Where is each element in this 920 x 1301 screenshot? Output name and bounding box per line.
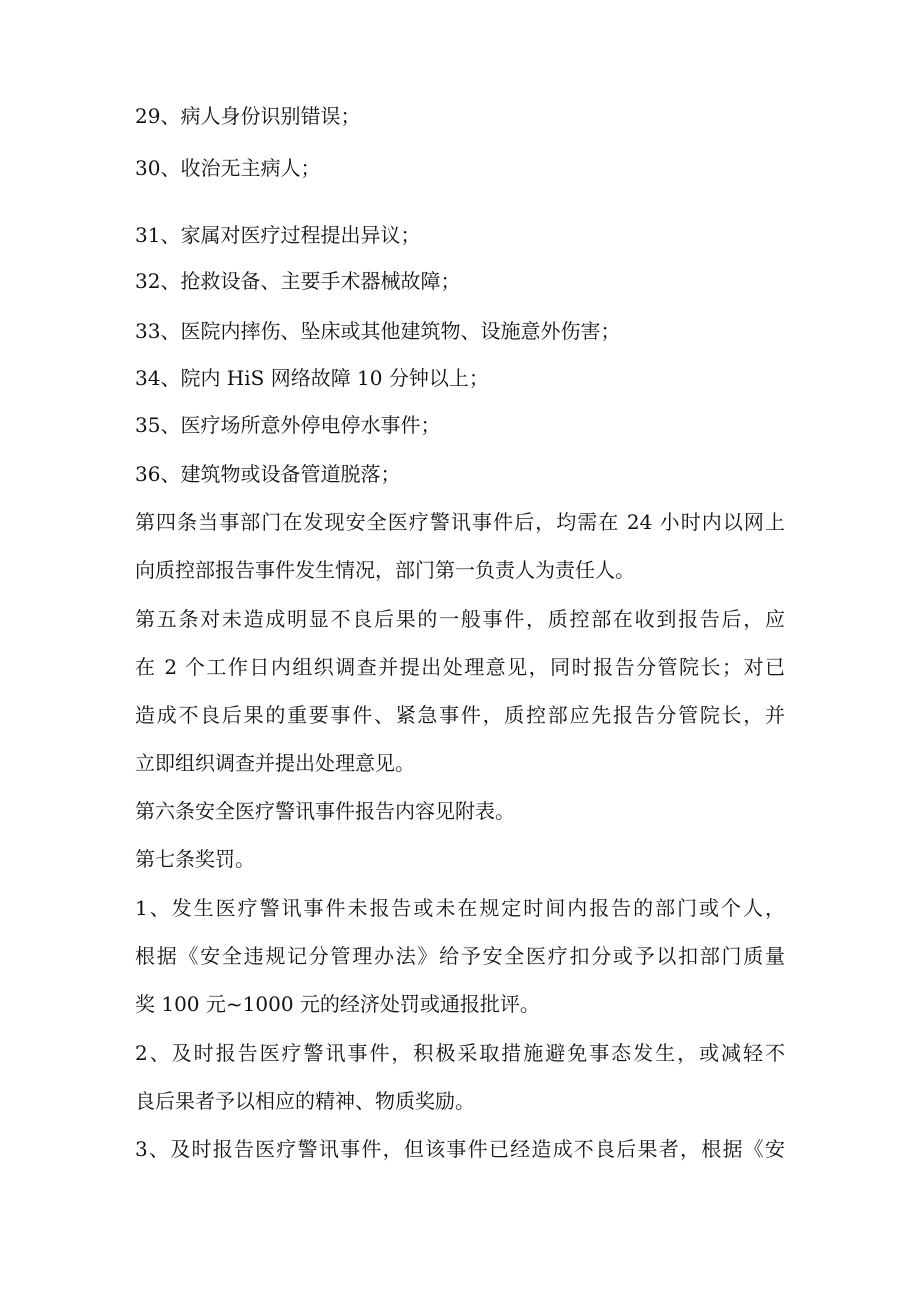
article-7-heading: 第七条奖罚。 (135, 847, 255, 871)
text-line-31: 31、家属对医疗过程提出异议； (135, 223, 421, 247)
text-line-36: 36、建筑物或设备管道脱落； (135, 462, 401, 486)
penalty-1-line-1: 1、发生医疗警讯事件未报告或未在规定时间内报告的部门或个人， (135, 896, 785, 920)
article-5-line-2: 在 2 个工作日内组织调查并提出处理意见，同时报告分管院长；对已 (135, 655, 785, 679)
article-4-line-2: 向质控部报告事件发生情况，部门第一负责人为责任人。 (135, 558, 635, 582)
text-line-35: 35、医疗场所意外停电停水事件； (135, 413, 441, 437)
reward-2-line-2: 良后果者予以相应的精神、物质奖励。 (135, 1089, 475, 1113)
text-line-34: 34、院内 HiS 网络故障 10 分钟以上； (135, 366, 489, 390)
article-5-line-1: 第五条对未造成明显不良后果的一般事件，质控部在收到报告后，应 (135, 607, 785, 631)
penalty-1-line-3: 奖 100 元~1000 元的经济处罚或通报批评。 (135, 992, 540, 1016)
text-line-33: 33、医院内摔伤、坠床或其他建筑物、设施意外伤害； (135, 319, 621, 343)
reward-3-line-1: 3、及时报告医疗警讯事件，但该事件已经造成不良后果者，根据《安 (135, 1137, 785, 1161)
text-line-32: 32、抢救设备、主要手术器械故障； (135, 269, 461, 293)
article-6-line: 第六条安全医疗警讯事件报告内容见附表。 (135, 799, 515, 823)
article-5-line-3: 造成不良后果的重要事件、紧急事件，质控部应先报告分管院长，并 (135, 703, 785, 727)
reward-2-line-1: 2、及时报告医疗警讯事件，积极采取措施避免事态发生，或减轻不 (135, 1041, 785, 1065)
article-5-line-4: 立即组织调查并提出处理意见。 (135, 751, 415, 775)
penalty-1-line-2: 根据《安全违规记分管理办法》给予安全医疗扣分或予以扣部门质量 (135, 944, 785, 968)
text-line-29: 29、病人身份识别错误； (135, 104, 361, 128)
article-4-line-1: 第四条当事部门在发现安全医疗警讯事件后，均需在 24 小时内以网上 (135, 510, 785, 534)
text-line-30: 30、收治无主病人； (135, 156, 321, 180)
